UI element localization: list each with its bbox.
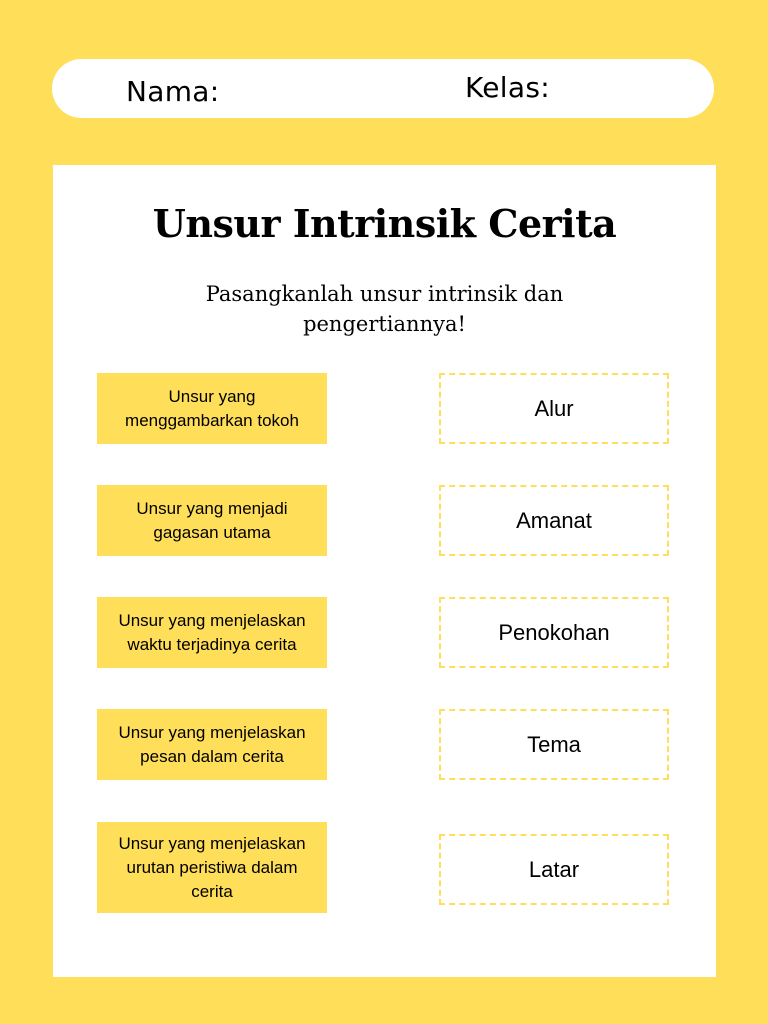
term-text: Tema — [527, 731, 581, 757]
term-box[interactable] — [439, 597, 669, 668]
term-box[interactable] — [439, 373, 669, 444]
definition-text: Unsur yang menjelaskan pesan dalam cerita — [118, 722, 306, 766]
worksheet-card — [53, 165, 716, 977]
definition-box[interactable] — [97, 709, 327, 780]
definition-box[interactable] — [97, 485, 327, 556]
definition-text: Unsur yang menggambarkan tokoh — [125, 386, 299, 430]
definition-box[interactable] — [97, 822, 327, 913]
definition-text: Unsur yang menjadi gagasan utama — [136, 498, 288, 542]
student-info-bar — [52, 59, 714, 118]
worksheet-title: Unsur Intrinsik Cerita — [152, 201, 617, 246]
name-field-label: Nama: — [126, 75, 220, 108]
class-field-label: Kelas: — [465, 71, 550, 104]
term-box[interactable] — [439, 834, 669, 905]
term-text: Latar — [528, 856, 580, 882]
term-text: Amanat — [516, 507, 592, 533]
term-text: Penokohan — [498, 619, 610, 645]
definition-text: Unsur yang menjelaskan urutan peristiwa dalam cerita — [118, 833, 306, 901]
term-text: Alur — [534, 395, 574, 421]
definition-box[interactable] — [97, 373, 327, 444]
term-box[interactable] — [439, 709, 669, 780]
definition-text: Unsur yang menjelaskan waktu terjadinya cerita — [118, 610, 306, 654]
term-box[interactable] — [439, 485, 669, 556]
definition-box[interactable] — [97, 597, 327, 668]
worksheet-instruction: Pasangkanlah unsur intrinsik dan pengertiannya! — [205, 282, 564, 336]
